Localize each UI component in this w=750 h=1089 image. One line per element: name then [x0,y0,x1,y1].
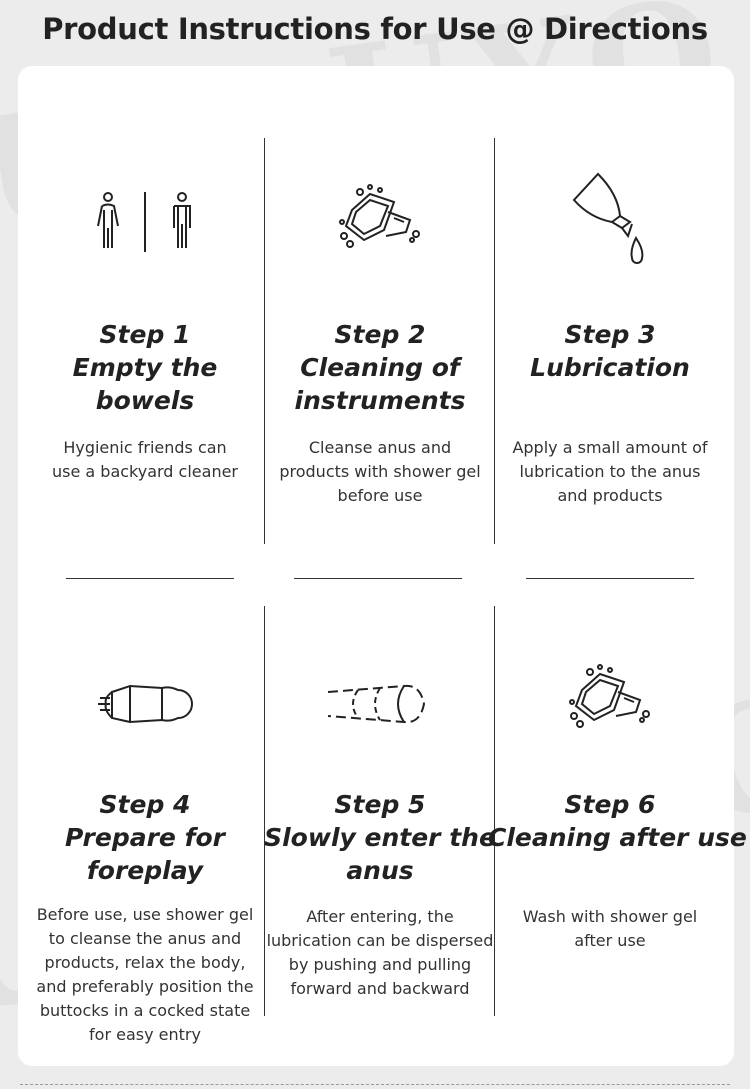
dropper-icon [494,166,726,270]
step-subtitle: Lubrication [530,353,690,382]
step-title [258,318,502,417]
step-number: Step 5 [334,790,426,819]
lying-body-icon [29,676,261,732]
soap-icon [494,662,726,736]
step-title [488,788,747,854]
page-title: Product Instructions for Use @ Directions [42,12,708,46]
restroom-icon [29,188,261,256]
step-description: Cleanse anus and products with shower gel before use [279,438,481,505]
instructions-card [18,66,747,1066]
row-divider [526,578,694,579]
step-subtitle: Slowly enter the anus [264,823,496,885]
step-number: Step 3 [564,320,656,349]
step-subtitle: Prepare for foreplay [65,823,225,885]
step-description: After entering, the lubrication can be dispersed by pushing and pulling forward and backward [266,907,494,998]
step-number: Step 6 [564,790,656,819]
step-description: Wash with shower gel after use [522,907,698,950]
step-number: Step 4 [99,790,191,819]
step-description: Apply a small amount of lubrication to the anus and products [512,438,708,505]
step-description: Before use, use shower gel to cleanse the anus and products, relax the body, and preferably position the buttocks in a cocked state for easy entry [36,905,254,1044]
step-title [488,318,732,384]
step-title [258,788,502,887]
soap-icon [264,182,496,256]
step-subtitle: Cleaning after use [488,823,747,852]
row-divider [294,578,462,579]
step-number: Step 2 [334,320,426,349]
step-title [23,318,267,417]
step-description: Hygienic friends can use a backyard cleaner [51,438,238,481]
step-subtitle: Cleaning of instruments [294,353,466,415]
bottom-divider [20,1084,730,1085]
insertion-icon [264,676,496,732]
row-divider [66,578,234,579]
step-title [23,788,267,887]
step-number: Step 1 [99,320,191,349]
step-subtitle: Empty the bowels [72,353,218,415]
